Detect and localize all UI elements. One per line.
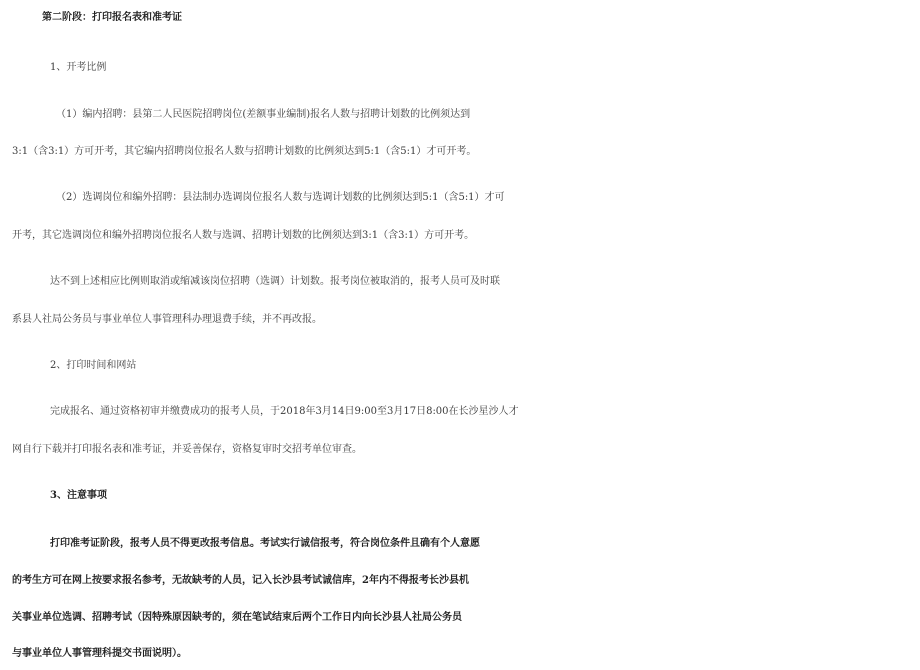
- section2-para-line1: 完成报名、通过资格初审并缴费成功的报考人员，于2018年3月14日9:00至3月17日8:00在长沙星沙人才: [50, 406, 519, 417]
- section1-para1-line2: 3:1（含3:1）方可开考，其它编内招聘岗位报名人数与招聘计划数的比例须达到5:1（含5:1）才可开考。: [12, 146, 477, 157]
- section3-para-line3: 关事业单位选调、招聘考试（因特殊原因缺考的，须在笔试结束后两个工作日内向长沙县人社局公务员: [12, 612, 462, 623]
- section2-heading: 2、打印时间和网站: [50, 360, 137, 371]
- section1-para3-line2: 系县人社局公务员与事业单位人事管理科办理退费手续，并不再改报。: [12, 314, 322, 325]
- section3-heading: 3、注意事项: [50, 490, 107, 501]
- section3-para-line1: 打印准考证阶段，报考人员不得更改报考信息。考试实行诚信报考，符合岗位条件且确有个人意愿: [50, 538, 480, 549]
- section1-para1-line1: （1）编内招聘：县第二人民医院招聘岗位(差额事业编制)报名人数与招聘计划数的比例须达到: [56, 109, 471, 120]
- section1-para3-line1: 达不到上述相应比例则取消或缩减该岗位招聘（选调）计划数。报考岗位被取消的，报考人员可及时联: [50, 276, 500, 287]
- stage-heading: 第二阶段：打印报名表和准考证: [42, 12, 182, 23]
- section2-para-line2: 网自行下载并打印报名表和准考证，并妥善保存，资格复审时交招考单位审查。: [12, 444, 362, 455]
- section1-para2-line1: （2）选调岗位和编外招聘：县法制办选调岗位报名人数与选调计划数的比例须达到5:1（含5:1）才可: [56, 192, 505, 203]
- section3-para-line2: 的考生方可在网上按要求报名参考，无故缺考的人员，记入长沙县考试诚信库，2年内不得报考长沙县机: [12, 575, 469, 586]
- section1-para2-line2: 开考，其它选调岗位和编外招聘岗位报名人数与选调、招聘计划数的比例须达到3:1（含3:1）方可开考。: [12, 230, 475, 241]
- section1-heading: 1、开考比例: [50, 62, 107, 73]
- section3-para-line4: 与事业单位人事管理科提交书面说明）。: [12, 648, 187, 659]
